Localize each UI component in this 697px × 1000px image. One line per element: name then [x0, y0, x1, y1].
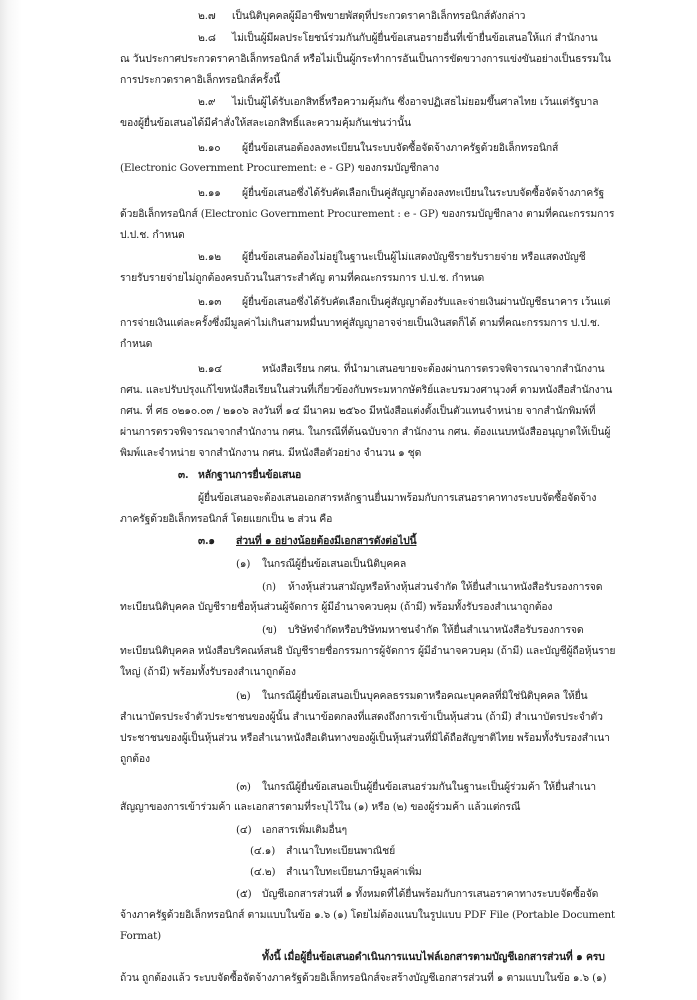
section-3-intro-line-2: ภาครัฐด้วยอิเล็กทรอนิกส์ โดยแยกเป็น ๒ ส่วน คือ [120, 513, 333, 525]
item-2-8-line-2: ณ วันประกาศประกวดราคาอิเล็กทรอนิกส์ หรือไม่เป็นผู้กระทำการอันเป็นการขัดขวางการแข่งขันอย่างเป็นธรรมใน [120, 53, 611, 65]
item-2-11-line-1: ผู้ยื่นข้อเสนอซึ่งได้รับคัดเลือกเป็นคู่สัญญาต้องลงทะเบียนในระบบจัดซื้อจัดจ้างภาครัฐ [242, 187, 605, 199]
sub-1a-number: (ก) [262, 581, 276, 593]
sub-3-number: (๓) [236, 781, 251, 793]
sub-1-text: ในกรณีผู้ยื่นข้อเสนอเป็นนิติบุคคล [262, 558, 407, 570]
sub-2-line-2: สำเนาบัตรประจำตัวประชาชนของผู้นั้น สำเนาข้อตกลงที่แสดงถึงการเข้าเป็นหุ้นส่วน (ถ้ามี) สำเนาบัตรประจำตัว [120, 711, 603, 723]
sub-4-1-number: (๔.๑) [250, 845, 276, 857]
item-2-14-line-5: พิมพ์และจำหน่าย จากสำนักงาน กศน. มีหนังสือตัวอย่าง จำนวน ๑ ชุด [120, 447, 422, 459]
sub-5-line-2: จ้างภาครัฐด้วยอิเล็กทรอนิกส์ ตามแบบในข้อ ๑.๖ (๑) โดยไม่ต้องแนบในรูปแบบ PDF File (Portable Document [120, 909, 615, 921]
item-2-9-line-1: ไม่เป็นผู้ได้รับเอกสิทธิ์หรือความคุ้มกัน ซึ่งอาจปฏิเสธไม่ยอมขึ้นศาลไทย เว้นแต่รัฐบาล [232, 96, 599, 108]
item-2-11-number: ๒.๑๑ [198, 187, 221, 199]
sub-1a-line-1: ห้างหุ้นส่วนสามัญหรือห้างหุ้นส่วนจำกัด ให้ยื่นสำเนาหนังสือรับรองการจด [288, 581, 603, 593]
item-2-8-line-3: การประกวดราคาอิเล็กทรอนิกส์ครั้งนี้ [120, 74, 281, 86]
sub-1b-number: (ข) [262, 624, 277, 636]
closing-line-1: ทั้งนี้ เมื่อผู้ยื่นข้อเสนอดำเนินการแนบไฟล์เอกสารตามบัญชีเอกสารส่วนที่ ๑ ครบ [262, 951, 605, 963]
item-2-14-number: ๒.๑๔ [198, 363, 223, 375]
item-2-12-line-2: รายรับรายจ่ายไม่ถูกต้องครบถ้วนในสาระสำคัญ ตามที่คณะกรรมการ ป.ป.ช. กำหนด [120, 272, 485, 284]
item-2-8-line-1: ไม่เป็นผู้มีผลประโยชน์ร่วมกันกับผู้ยื่นข้อเสนอรายอื่นที่เข้ายื่นข้อเสนอให้แก่ สำนักงาน [232, 32, 598, 44]
item-2-7-number: ๒.๗ [198, 10, 216, 22]
item-2-11-line-3: ป.ป.ช. กำหนด [120, 229, 185, 241]
item-2-8-number: ๒.๘ [198, 32, 216, 44]
sub-1-number: (๑) [236, 558, 251, 570]
item-2-9-line-2: ของผู้ยื่นข้อเสนอได้มีคำสั่งให้สละเอกสิทธิ์และความคุ้มกันเช่นว่านั้น [120, 117, 411, 129]
sub-3-line-1: ในกรณีผู้ยื่นข้อเสนอเป็นผู้ยื่นข้อเสนอร่วมกันในฐานะเป็นผู้ร่วมค้า ให้ยื่นสำเนา [262, 781, 596, 793]
item-2-14-line-3: กศน. ที่ ศธ ๐๒๑๐.๐๓ / ๒๑๐๖ ลงวันที่ ๑๔ มีนาคม ๒๕๖๐ มีหนังสือแต่งตั้งเป็นตัวแทนจำหน่าย จากสำนักพิมพ์ที่ [120, 405, 596, 417]
sub-5-number: (๕) [236, 888, 252, 900]
item-2-12-number: ๒.๑๒ [198, 251, 221, 263]
sub-4-number: (๔) [236, 824, 252, 836]
sub-4-2-text: สำเนาใบทะเบียนภาษีมูลค่าเพิ่ม [286, 866, 422, 878]
item-2-13-line-2: การจ่ายเงินแต่ละครั้งซึ่งมีมูลค่าไม่เกินสามหมื่นบาทคู่สัญญาอาจจ่ายเป็นเงินสดก็ได้ ตามที่คณะกรรมการ ป.ป.ช. [120, 317, 600, 329]
item-2-11-line-2: ด้วยอิเล็กทรอนิกส์ (Electronic Government Procurement : e - GP) ของกรมบัญชีกลาง ตามที่คณะกรรมการ [120, 208, 615, 220]
item-2-12-line-1: ผู้ยื่นข้อเสนอต้องไม่อยู่ในฐานะเป็นผู้ไม่แสดงบัญชีรายรับรายจ่าย หรือแสดงบัญชี [242, 251, 586, 263]
item-2-14-line-4: ผ่านการตรวจพิจารณาจากสำนักงาน กศน. ในกรณีที่ต้นฉบับจาก สำนักงาน กศน. ต้องแนบหนังสืออนุญาตให้เป็นผู้ [120, 426, 611, 438]
item-2-9-number: ๒.๙ [198, 96, 216, 108]
section-3-title: หลักฐานการยื่นข้อเสนอ [198, 469, 302, 481]
sub-1a-line-2: ทะเบียนนิติบุคคล บัญชีรายชื่อหุ้นส่วนผู้จัดการ ผู้มีอำนาจควบคุม (ถ้ามี) พร้อมทั้งรับรองสำเนาถูกต้อง [120, 601, 553, 613]
sub-2-line-3: ประชาชนของผู้เป็นหุ้นส่วน หรือสำเนาหนังสือเดินทางของผู้เป็นหุ้นส่วนที่มิได้ถือสัญชาติไทย พร้อมทั้งรับรองสำเนา [120, 732, 610, 744]
item-2-14-line-1: หนังสือเรียน กศน. ที่นำมาเสนอขายจะต้องผ่านการตรวจพิจารณาจากสำนักงาน [262, 363, 605, 375]
item-2-10-line-1: ผู้ยื่นข้อเสนอต้องลงทะเบียนในระบบจัดซื้อจัดจ้างภาครัฐด้วยอิเล็กทรอนิกส์ [242, 142, 559, 154]
section-3-1-number: ๓.๑ [198, 535, 215, 547]
item-2-13-line-1: ผู้ยื่นข้อเสนอซึ่งได้รับคัดเลือกเป็นคู่สัญญาต้องรับและจ่ายเงินผ่านบัญชีธนาคาร เว้นแต่ [242, 296, 611, 308]
sub-3-line-2: สัญญาของการเข้าร่วมค้า และเอกสารตามที่ระบุไว้ใน (๑) หรือ (๒) ของผู้ร่วมค้า แล้วแต่กรณี [120, 801, 521, 813]
sub-4-text: เอกสารเพิ่มเติมอื่นๆ [262, 824, 347, 836]
section-3-intro-line-1: ผู้ยื่นข้อเสนอจะต้องเสนอเอกสารหลักฐานยื่นมาพร้อมกับการเสนอราคาทางระบบจัดซื้อจัดจ้าง [198, 492, 597, 504]
item-2-14-line-2: กศน. และปรับปรุงแก้ไขหนังสือเรียนในส่วนที่เกี่ยวข้องกับพระมหากษัตริย์และบรมวงศานุวงศ์ ตามหนังสือสำนักงาน [120, 384, 613, 396]
section-3-number: ๓. [178, 469, 189, 481]
sub-1b-line-1: บริษัทจำกัดหรือบริษัทมหาชนจำกัด ให้ยื่นสำเนาหนังสือรับรองการจด [288, 624, 584, 636]
sub-1b-line-3: ใหญ่ (ถ้ามี) พร้อมทั้งรับรองสำเนาถูกต้อง [120, 666, 296, 678]
closing-line-2: ถ้วน ถูกต้องแล้ว ระบบจัดซื้อจัดจ้างภาครัฐด้วยอิเล็กทรอนิกส์จะสร้างบัญชีเอกสารส่วนที่ ๑ ตามแบบในข้อ ๑.๖ (๑) [120, 972, 607, 984]
sub-4-2-number: (๔.๒) [250, 866, 276, 878]
sub-2-line-1: ในกรณีผู้ยื่นข้อเสนอเป็นบุคคลธรรมดาหรือคณะบุคคลที่มิใช่นิติบุคคล ให้ยื่น [262, 690, 588, 702]
item-2-10-line-2: (Electronic Government Procurement: e - GP) ของกรมบัญชีกลาง [120, 162, 439, 174]
item-2-10-number: ๒.๑๐ [198, 142, 221, 154]
sub-1b-line-2: ทะเบียนนิติบุคคล หนังสือบริคณห์สนธิ บัญชีรายชื่อกรรมการผู้จัดการ ผู้มีอำนาจควบคุม (ถ้ามี) และบัญชีผู้ถือหุ้นราย [120, 645, 616, 657]
sub-2-line-4: ถูกต้อง [120, 753, 150, 765]
item-2-7-text: เป็นนิติบุคคลผู้มีอาชีพขายพัสดุที่ประกวดราคาอิเล็กทรอนิกส์ดังกล่าว [232, 10, 526, 22]
item-2-13-line-3: กำหนด [120, 338, 153, 350]
sub-5-line-1: บัญชีเอกสารส่วนที่ ๑ ทั้งหมดที่ได้ยื่นพร้อมกับการเสนอราคาทางระบบจัดซื้อจัด [262, 888, 599, 900]
section-3-1-title: ส่วนที่ ๑ อย่างน้อยต้องมีเอกสารดังต่อไปนี้ [236, 535, 417, 547]
sub-4-1-text: สำเนาใบทะเบียนพาณิชย์ [286, 845, 396, 857]
sub-2-number: (๒) [236, 690, 251, 702]
sub-5-line-3: Format) [120, 930, 162, 942]
item-2-13-number: ๒.๑๓ [198, 296, 222, 308]
